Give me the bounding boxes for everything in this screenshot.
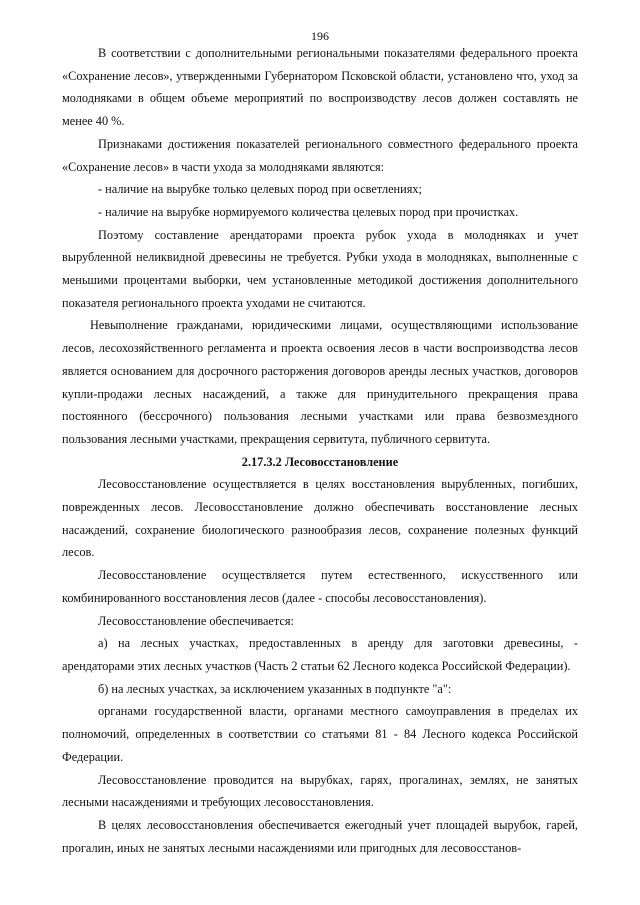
paragraph-tending-project: Поэтому составление арендаторами проекта рубок ухода в молодняках и учет вырубленной неликвидной древесины не требуется. Рубки ухода в молодняках, выполненные с меньшими процентами выборки, чем установленные методикой достижения дополнительного показателя регионального проекта уходами не считаются. xyxy=(62,227,578,310)
list-item-cleaning-cuts: - наличие на вырубке нормируемого количества целевых пород при прочистках. xyxy=(98,204,519,219)
paragraph-reforestation-provided: Лесовосстановление обеспечивается: xyxy=(98,613,294,628)
paragraph-reforestation-sites: Лесовосстановление проводится на вырубках, гарях, прогалинах, землях, не занятых лесными насаждениями и требующих лесовосстановления. xyxy=(62,772,578,810)
paragraph-regional-indicators: В соответствии с дополнительными региональными показателями федерального проекта «Сохранение лесов», утвержденными Губернатором Псковской области, установлено что, уход за молодняками в общем объеме мероприятий по воспроизводству лесов должен составлять не менее 40 %. xyxy=(62,46,578,129)
page-number: 196 xyxy=(311,29,329,43)
list-item-clearing-cuts: - наличие на вырубке только целевых пород при осветлениях; xyxy=(98,182,422,197)
paragraph-reforestation-methods: Лесовосстановление осуществляется путем естественного, искусственного или комбинированного восстановления лесов (далее - способы лесовосстановления). xyxy=(62,568,578,605)
paragraph-reforestation-purpose: Лесовосстановление осуществляется в целях восстановления вырубленных, погибших, поврежденных лесов. Лесовосстановление должно обеспечивать восстановление лесных насаждений, сохранение биологического разнообразия лесов, сохранение полезных функций лесов. xyxy=(62,477,578,560)
section-heading: 2.17.3.2 Лесовосстановление xyxy=(241,454,399,469)
paragraph-area-accounting: В целях лесовосстановления обеспечивается ежегодный учет площадей вырубок, гарей, прогалин, иных не занятых лесными насаждениями или пригодных для лесовосстанов- xyxy=(62,817,578,855)
document-body xyxy=(62,42,578,859)
paragraph-authorities: органами государственной власти, органами местного самоуправления в пределах их полномочий, определенных в соответствии со статьями 81 - 84 Лесного кодекса Российской Федерации. xyxy=(62,704,578,764)
paragraph-non-compliance: Невыполнение гражданами, юридическими лицами, осуществляющими использование лесов, лесохозяйственного регламента и проекта освоения лесов в части воспроизводства лесов является основанием для досрочного расторжения договоров аренды лесных участков, договоров купли-продажи лесных насаждений, а также для принудительного прекращения права постоянного (бессрочного) пользования лесными участками или права безвозмездного пользования лесными участками, прекращения сервитута, публичного сервитута. xyxy=(62,318,578,446)
list-item-a-leaseholders: а) на лесных участках, предоставленных в аренду для заготовки древесины, - арендаторами этих лесных участков (Часть 2 статьи 62 Лесного кодекса Российской Федерации). xyxy=(62,636,578,673)
list-item-b-other-plots: б) на лесных участках, за исключением указанных в подпункте "а": xyxy=(98,681,452,696)
paragraph-achievement-signs: Признаками достижения показателей регионального совместного федерального проекта «Сохранение лесов» в части ухода за молодняками являются: xyxy=(62,136,578,174)
